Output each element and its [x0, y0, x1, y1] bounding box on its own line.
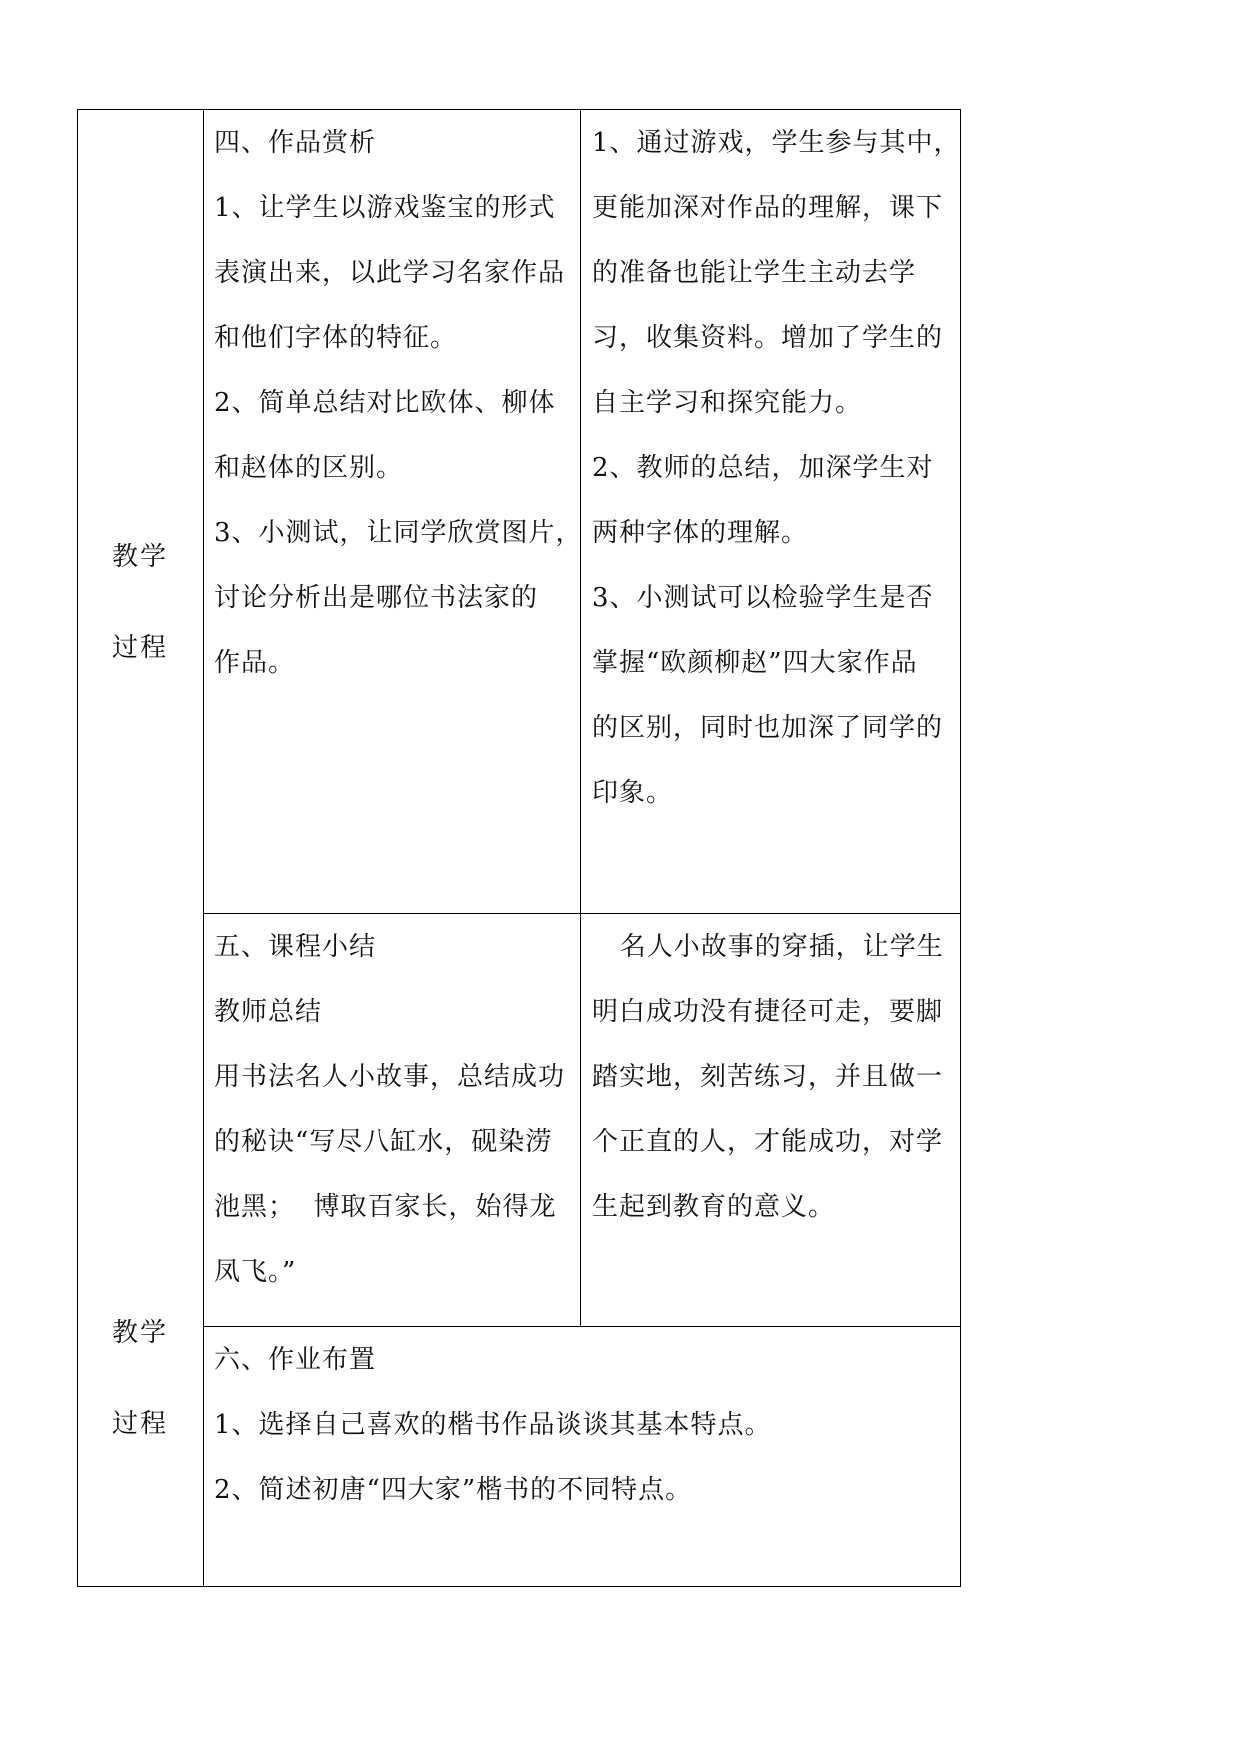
section-heading: 五、课程小结	[214, 932, 377, 962]
table-divider-row2	[203, 1326, 961, 1327]
row-label-line: 教学	[112, 542, 169, 572]
table-border-left	[77, 109, 78, 1587]
text-line: 掌握“欧颜柳赵”四大家作品	[592, 648, 918, 678]
text-line: 个正直的人，才能成功，对学	[592, 1127, 944, 1157]
text-line: 踏实地，刻苦练习，并且做一	[592, 1062, 944, 1092]
text-line: 1、让学生以游戏鉴宝的形式	[214, 193, 556, 223]
row-label-line: 过程	[112, 1409, 169, 1439]
text-line: 的准备也能让学生主动去学	[592, 258, 917, 288]
text-line: 1、通过游戏，学生参与其中，	[592, 128, 961, 158]
row-label-teaching-process-1	[112, 499, 168, 707]
text-line: 两种字体的理解。	[592, 518, 809, 548]
table-divider-row1	[203, 913, 961, 914]
text-line: 更能加深对作品的理解，课下	[592, 193, 944, 223]
text-line: 讨论分析出是哪位书法家的	[214, 583, 539, 613]
text-line: 3、小测试可以检验学生是否	[592, 583, 934, 613]
text-line: 作品。	[214, 648, 296, 678]
table-border-top	[77, 109, 961, 110]
text-line: 习，收集资料。增加了学生的	[592, 323, 944, 353]
text-line: 凤飞。”	[214, 1257, 297, 1287]
section-heading: 四、作品赏析	[214, 128, 377, 158]
text-line: 印象。	[592, 778, 674, 808]
section5-intent-cell	[592, 915, 944, 1240]
text-line: 2、教师的总结，加深学生对	[592, 453, 934, 483]
text-line: 名人小故事的穿插，让学生	[592, 932, 944, 962]
text-line: 的区别，同时也加深了同学的	[592, 713, 944, 743]
text-line: 2、简单总结对比欧体、柳体	[214, 388, 556, 418]
section5-process-cell	[214, 915, 565, 1305]
row-label-line: 过程	[112, 633, 169, 663]
text-line: 生起到教育的意义。	[592, 1192, 836, 1222]
section-heading: 六、作业布置	[214, 1345, 377, 1375]
section4-process-cell	[214, 111, 583, 696]
section4-intent-cell	[592, 111, 961, 826]
table-divider-col1	[203, 109, 204, 1587]
text-line: 教师总结	[214, 997, 323, 1027]
table-border-bottom	[77, 1586, 961, 1587]
text-line: 和赵体的区别。	[214, 453, 404, 483]
text-line: 2、简述初唐“四大家”楷书的不同特点。	[214, 1475, 693, 1505]
text-line: 明白成功没有捷径可走，要脚	[592, 997, 944, 1027]
text-line: 和他们字体的特征。	[214, 323, 458, 353]
row-label-line: 教学	[112, 1318, 169, 1348]
section6-homework-cell	[214, 1328, 772, 1523]
text-line: 表演出来，以此学习名家作品	[214, 258, 566, 288]
text-line: 池黑； 博取百家长，始得龙	[214, 1192, 557, 1222]
text-line: 自主学习和探究能力。	[592, 388, 863, 418]
text-line: 的秘诀“写尽八缸水，砚染涝	[214, 1127, 553, 1157]
text-line: 用书法名人小故事，总结成功	[214, 1062, 566, 1092]
row-label-teaching-process-2	[112, 1275, 168, 1483]
text-line: 1、选择自己喜欢的楷书作品谈谈其基本特点。	[214, 1410, 772, 1440]
text-line: 3、小测试，让同学欣赏图片，	[214, 518, 583, 548]
